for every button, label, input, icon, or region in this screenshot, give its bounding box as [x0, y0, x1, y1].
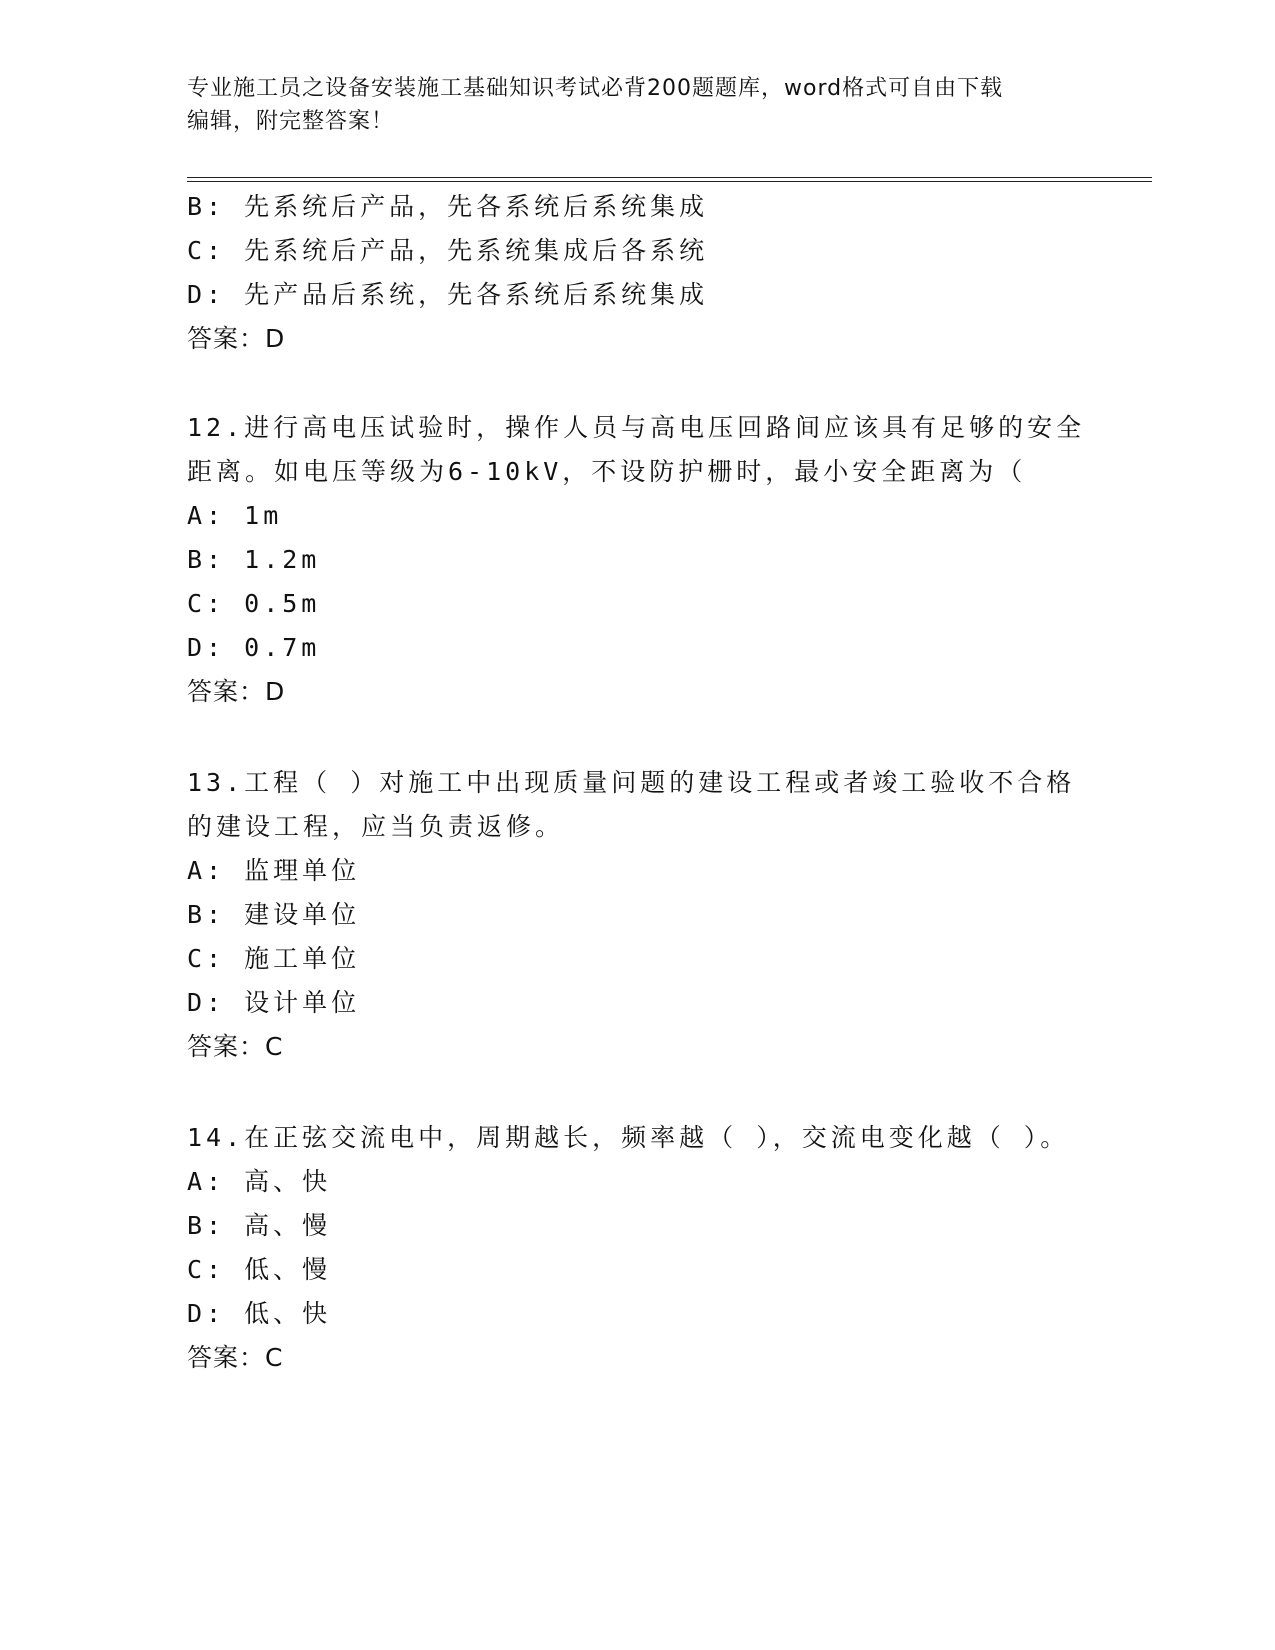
q13-option-c: C: 施工单位 — [187, 944, 361, 973]
header-title-line1: 专业施工员之设备安装施工基础知识考试必背200题题库，word格式可自由下载 — [187, 76, 1004, 101]
q13-answer: 答案：C — [187, 1032, 284, 1061]
q14-answer: 答案：C — [187, 1343, 284, 1372]
q13-option-a: A: 监理单位 — [187, 856, 361, 885]
document-header — [187, 72, 1087, 138]
q14-option-d: D: 低、快 — [187, 1299, 332, 1328]
q12-stem-line1: 12.进行高电压试验时，操作人员与高电压回路间应该具有足够的安全 — [187, 413, 1086, 442]
q13-stem-line1: 13.工程（ ）对施工中出现质量问题的建设工程或者竣工验收不合格 — [187, 768, 1076, 797]
q14-option-a: A: 高、快 — [187, 1167, 332, 1196]
q11-answer: 答案：D — [187, 324, 286, 353]
header-divider-bottom — [187, 181, 1152, 182]
q12-option-b: B: 1.2m — [187, 545, 321, 574]
q12-option-c: C: 0.5m — [187, 589, 321, 618]
q12-answer: 答案：D — [187, 677, 286, 706]
q12-option-d: D: 0.7m — [187, 633, 321, 662]
q11-option-d: D: 先产品后系统，先各系统后系统集成 — [187, 280, 709, 309]
q12-stem-line2: 距离。如电压等级为6-10kV，不设防护栅时，最小安全距离为（ — [187, 457, 1027, 486]
q14-option-c: C: 低、慢 — [187, 1255, 332, 1284]
q13-option-b: B: 建设单位 — [187, 900, 361, 929]
q11-option-b: B: 先系统后产品，先各系统后系统集成 — [187, 192, 709, 221]
header-title-line2: 编辑，附完整答案！ — [187, 109, 395, 134]
q14-stem-line1: 14.在正弦交流电中，周期越长，频率越（ ），交流电变化越（ ）。 — [187, 1123, 1070, 1152]
q12-option-a: A: 1m — [187, 501, 283, 530]
q13-option-d: D: 设计单位 — [187, 988, 361, 1017]
q11-option-c: C: 先系统后产品，先系统集成后各系统 — [187, 236, 709, 265]
q13-stem-line2: 的建设工程，应当负责返修。 — [187, 812, 565, 841]
q14-option-b: B: 高、慢 — [187, 1211, 332, 1240]
header-divider-top — [187, 177, 1152, 178]
